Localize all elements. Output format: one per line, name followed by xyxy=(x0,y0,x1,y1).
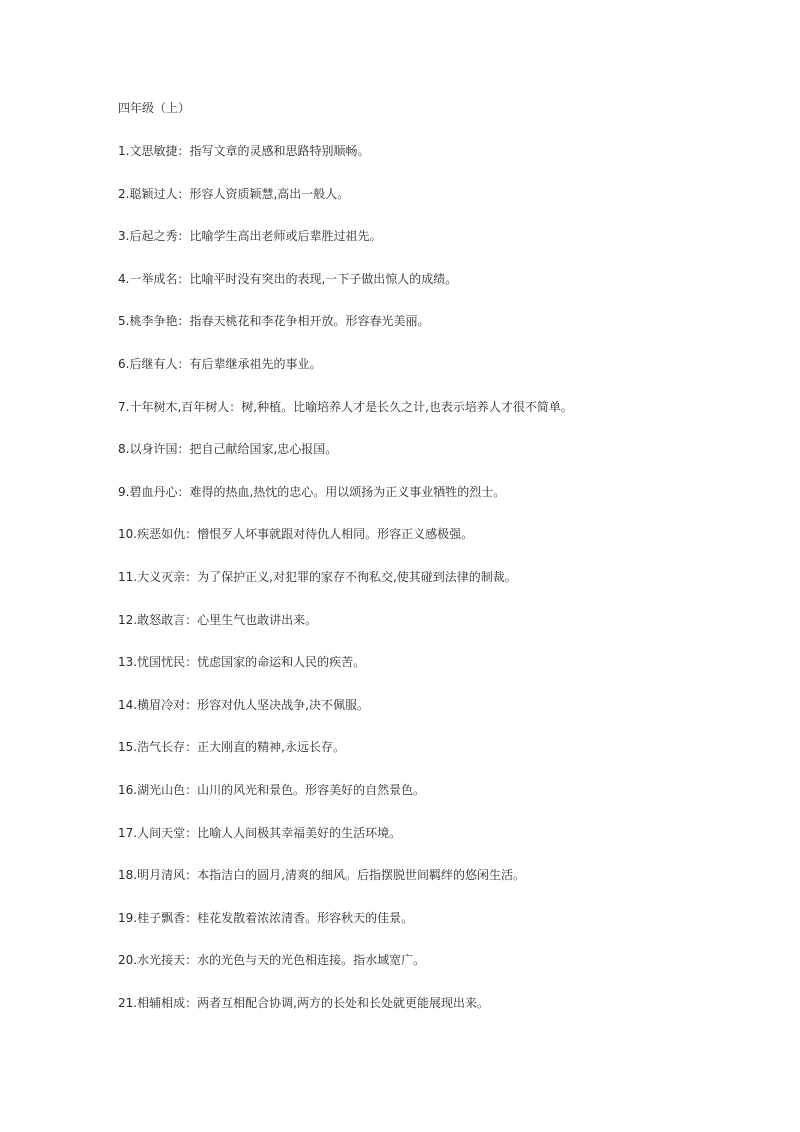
idiom-term: 相辅相成 xyxy=(137,995,186,1010)
idiom-entry xyxy=(118,697,573,740)
idiom-definition: 难得的热血,热忱的忠心。用以颂扬为正义事业牺牲的烈士。 xyxy=(189,484,506,499)
idiom-entry xyxy=(118,186,573,229)
idiom-definition: 比喻学生高出老师或后辈胜过祖先。 xyxy=(189,229,382,244)
idiom-entry xyxy=(118,143,573,186)
idiom-definition: 山川的风光和景色。形容美好的自然景色。 xyxy=(197,782,426,797)
idiom-term: 水光接天 xyxy=(137,953,186,968)
idiom-entry xyxy=(118,782,573,825)
idiom-definition: 两者互相配合协调,两方的长处和长处就更能展现出来。 xyxy=(197,995,489,1010)
idiom-entry xyxy=(118,441,573,484)
idiom-definition: 树,种植。比喻培养人才是长久之计,也表示培养人才很不简单。 xyxy=(241,399,573,414)
idiom-definition: 水的光色与天的光色相连接。指水域宽广。 xyxy=(197,953,426,968)
idiom-term: 十年树木,百年树人 xyxy=(129,399,230,414)
document-title: 四年级（上） xyxy=(118,101,191,115)
term-separator: ： xyxy=(185,655,198,670)
idiom-entry xyxy=(118,952,573,995)
idiom-term: 横眉冷对 xyxy=(137,697,186,712)
entry-number: 14. xyxy=(118,697,138,712)
idiom-term: 忧国忧民 xyxy=(137,655,186,670)
idiom-entry xyxy=(118,526,573,569)
entry-number: 11. xyxy=(118,569,138,584)
term-separator: ： xyxy=(185,868,198,883)
idiom-definition: 比喻平时没有突出的表现,一下子做出惊人的成绩。 xyxy=(189,271,458,286)
entry-number: 6. xyxy=(118,356,130,371)
idiom-term: 桃李争艳 xyxy=(129,314,178,329)
entry-number: 20. xyxy=(118,953,138,968)
idiom-term: 聪颖过人 xyxy=(129,186,178,201)
term-separator: ： xyxy=(177,229,190,244)
entry-number: 1. xyxy=(118,144,130,158)
entry-number: 9. xyxy=(118,484,130,499)
term-separator: ： xyxy=(185,697,198,712)
idiom-term: 文思敏捷 xyxy=(129,144,178,158)
term-separator: ： xyxy=(185,527,198,542)
idiom-term: 大义灭亲 xyxy=(137,569,186,584)
idiom-entry xyxy=(118,825,573,868)
term-separator: ： xyxy=(185,953,198,968)
idiom-entry xyxy=(118,612,573,655)
entry-number: 15. xyxy=(118,740,138,755)
entry-number: 5. xyxy=(118,314,130,329)
term-separator: ： xyxy=(229,399,242,414)
idiom-entry xyxy=(118,654,573,697)
entry-number: 10. xyxy=(118,527,138,542)
idiom-definition: 憎恨歹人坏事就跟对待仇人相同。形容正义感极强。 xyxy=(197,527,474,542)
term-separator: ： xyxy=(177,314,190,329)
idiom-definition: 形容人资质颖慧,高出一般人。 xyxy=(189,186,350,201)
term-separator: ： xyxy=(177,271,190,286)
idiom-entry xyxy=(118,313,573,356)
entry-number: 13. xyxy=(118,655,138,670)
idiom-entry xyxy=(118,271,573,314)
term-separator: ： xyxy=(185,910,198,925)
idiom-term: 浩气长存 xyxy=(137,740,186,755)
entry-number: 21. xyxy=(118,995,138,1010)
idiom-term: 桂子飘香 xyxy=(137,910,186,925)
idiom-entry xyxy=(118,995,573,1038)
idiom-entry xyxy=(118,867,573,910)
entry-number: 8. xyxy=(118,442,130,457)
entry-number: 12. xyxy=(118,612,138,627)
idiom-entry xyxy=(118,399,573,442)
idiom-entry xyxy=(118,484,573,527)
term-separator: ： xyxy=(185,995,198,1010)
entry-number: 2. xyxy=(118,186,130,201)
entry-number: 18. xyxy=(118,868,138,883)
idiom-term: 人间天堂 xyxy=(137,825,186,840)
entry-number: 16. xyxy=(118,782,138,797)
term-separator: ： xyxy=(185,782,198,797)
idiom-list xyxy=(118,143,573,1037)
idiom-definition: 为了保护正义,对犯罪的家存不徇私交,使其碰到法律的制裁。 xyxy=(197,569,517,584)
term-separator: ： xyxy=(177,484,190,499)
entry-number: 4. xyxy=(118,271,130,286)
idiom-definition: 把自己献给国家,忠心报国。 xyxy=(189,442,338,457)
idiom-definition: 本指洁白的圆月,清爽的细风。后指摆脱世间羁绊的悠闲生活。 xyxy=(197,868,525,883)
idiom-term: 敢怒敢言 xyxy=(137,612,186,627)
idiom-entry xyxy=(118,739,573,782)
idiom-term: 明月清风 xyxy=(137,868,186,883)
term-separator: ： xyxy=(177,442,190,457)
idiom-entry xyxy=(118,910,573,953)
idiom-definition: 正大刚直的精神,永远长存。 xyxy=(197,740,345,755)
entry-number: 7. xyxy=(118,399,130,414)
term-separator: ： xyxy=(177,186,190,201)
idiom-term: 疾恶如仇 xyxy=(137,527,186,542)
idiom-term: 一举成名 xyxy=(129,271,178,286)
idiom-term: 后继有人 xyxy=(129,356,178,371)
idiom-term: 以身许国 xyxy=(129,442,178,457)
idiom-definition: 忧虑国家的命运和人民的疾苦。 xyxy=(197,655,366,670)
term-separator: ： xyxy=(185,612,198,627)
entry-number: 19. xyxy=(118,910,138,925)
idiom-definition: 桂花发散着浓浓清香。形容秋天的佳景。 xyxy=(197,910,414,925)
idiom-definition: 指写文章的灵感和思路特别顺畅。 xyxy=(189,144,370,158)
idiom-definition: 形容对仇人坚决战争,决不佩服。 xyxy=(197,697,369,712)
idiom-definition: 指春天桃花和李花争相开放。形容春光美丽。 xyxy=(189,314,430,329)
term-separator: ： xyxy=(185,569,198,584)
idiom-term: 后起之秀 xyxy=(129,229,178,244)
idiom-entry xyxy=(118,228,573,271)
term-separator: ： xyxy=(177,356,190,371)
idiom-term: 碧血丹心 xyxy=(129,484,178,499)
idiom-definition: 心里生气也敢讲出来。 xyxy=(197,612,318,627)
entry-number: 3. xyxy=(118,229,130,244)
idiom-entry xyxy=(118,356,573,399)
term-separator: ： xyxy=(185,740,198,755)
entry-number: 17. xyxy=(118,825,138,840)
idiom-term: 湖光山色 xyxy=(137,782,186,797)
term-separator: ： xyxy=(185,825,198,840)
idiom-entry xyxy=(118,569,573,612)
idiom-definition: 有后辈继承祖先的事业。 xyxy=(189,356,322,371)
term-separator: ： xyxy=(177,144,190,158)
idiom-definition: 比喻人人间极其幸福美好的生活环境。 xyxy=(197,825,402,840)
